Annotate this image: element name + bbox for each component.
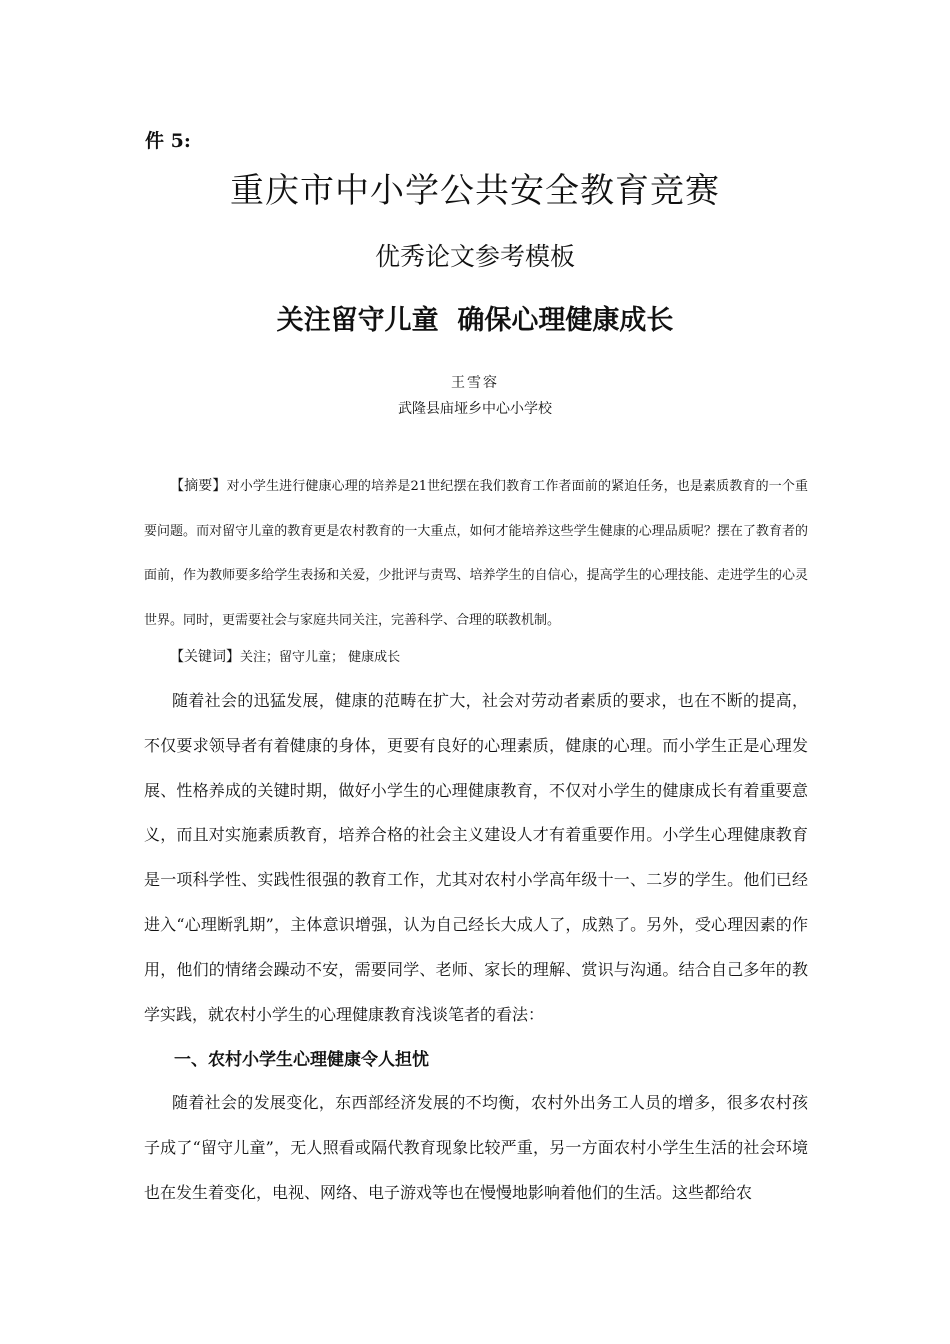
paper-title: 关注留守儿童 确保心理健康成长 bbox=[276, 305, 674, 336]
abstract-text: 对小学生进行健康心理的培养是21世纪摆在我们教育工作者面前的紧迫任务，也是素质教育的一个重要问题。而对留守儿童的教育更是农村教育的一大重点，如何才能培养这些学生健康的心理品质呢？摆在了教育者的面前，作为教师要多给学生表扬和关爱，少批评与责骂、培养学生的自信心，提高学生的心理技能、走进学生的心灵世界。同时，更需要社会与家庭共同关注，完善科学、合理的联教机制。 bbox=[144, 479, 809, 628]
section-heading: 一、农村小学生心理健康令人担忧 bbox=[174, 1050, 429, 1070]
author-school: 武隆县庙垭乡中心小学校 bbox=[398, 401, 552, 417]
intro-paragraph: 随着社会的迅猛发展，健康的范畴在扩大，社会对劳动者素质的要求，也在不断的提高，不仅要求领导者有着健康的身体，更要有良好的心理素质，健康的心理。而小学生正是心理发展、性格养成的关键时期，做好小学生的心理健康教育，不仅对小学生的健康成长有着重要意义，而且对实施素质教育，培养合格的社会主义建设人才有着重要作用。小学生心理健康教育是一项科学性、实践性很强的教育工作，尤其对农村小学高年级十一、二岁的学生。他们已经进入“心理断乳期”，主体意识增强，认为自己经长大成人了，成熟了。另外，受心理因素的作用，他们的情绪会躁动不安，需要同学、老师、家长的理解、赏识与沟通。结合自己多年的教学实践，就农村小学生的心理健康教育浅谈笔者的看法： bbox=[144, 691, 808, 1024]
abstract bbox=[144, 464, 808, 643]
annex-label: 件 5: bbox=[145, 130, 191, 152]
section-paragraph: 随着社会的发展变化，东西部经济发展的不均衡，农村外出务工人员的增多，很多农村孩子成了“留守儿童”，无人照看或隔代教育现象比较严重，另一方面农村小学生生活的社会环境也在发生着变化，电视、网络、电子游戏等也在慢慢地影响着他们的生活。这些都给农 bbox=[144, 1093, 808, 1202]
subtitle: 优秀论文参考模板 bbox=[374, 242, 575, 271]
author-name: 王雪容 bbox=[451, 375, 499, 391]
keywords-label: 【关键词】 bbox=[170, 649, 240, 665]
keywords-text: 关注；留守儿童； 健康成长 bbox=[240, 650, 401, 665]
abstract-label: 【摘要】 bbox=[170, 478, 227, 494]
main-title: 重庆市中小学公共安全教育竞赛 bbox=[230, 171, 720, 211]
keywords bbox=[170, 644, 400, 671]
